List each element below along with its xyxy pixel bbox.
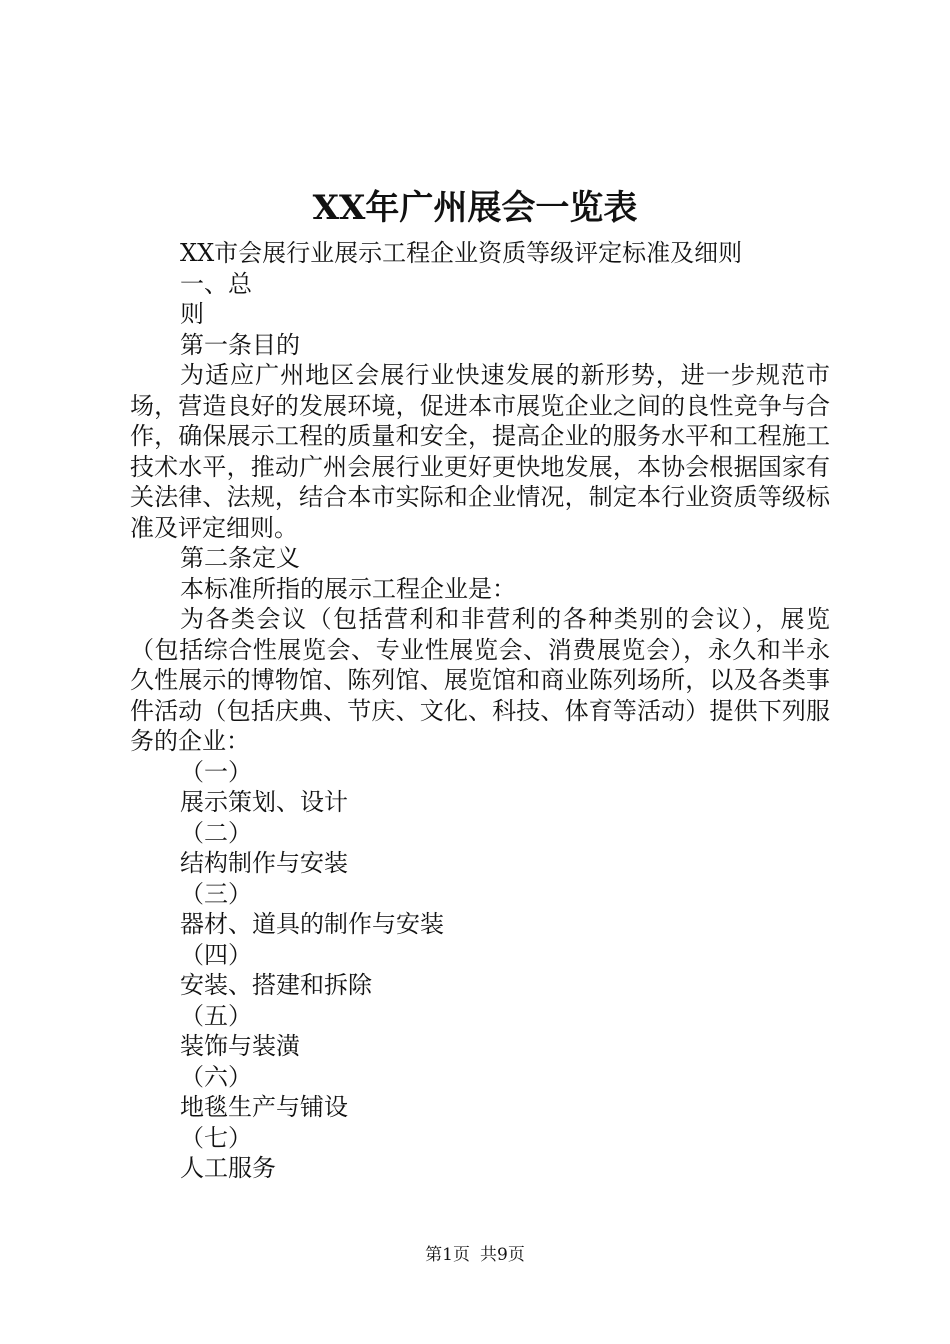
document-body (130, 238, 830, 1184)
list-item-7: 人工服务 (180, 1154, 276, 1182)
page-footer (0, 1243, 950, 1267)
list-marker-3: （三） (180, 879, 252, 908)
paragraph-section-heading-part1: 一、总 (180, 269, 252, 298)
list-item-5: 装饰与装潢 (180, 1032, 300, 1060)
document-title: XX年广州展会一览表 (312, 188, 638, 228)
list-marker-2: （二） (180, 818, 252, 847)
paragraph-definition-body: 为各类会议（包括营利和非营利的各种类别的会议），展览（包括综合性展览会、专业性展览会、消费展览会），永久和半永久性展示的博物馆、陈列馆、展览馆和商业陈列场所，以及各类事件活动（包括庆典、节庆、文化、科技、体育等活动）提供下列服务的企业： (130, 605, 830, 755)
list-marker-6: （六） (180, 1062, 252, 1091)
list-marker-1: （一） (180, 757, 252, 786)
list-item-3: 器材、道具的制作与安装 (180, 910, 444, 938)
paragraph-subtitle: XX市会展行业展示工程企业资质等级评定标准及细则 (180, 239, 743, 267)
paragraph-section-heading-part2: 则 (180, 300, 204, 328)
list-item-4: 安装、搭建和拆除 (180, 971, 372, 999)
list-marker-7: （七） (180, 1123, 252, 1152)
paragraph-article-1-heading: 第一条目的 (180, 330, 300, 359)
list-marker-5: （五） (180, 1001, 252, 1030)
list-item-2: 结构制作与安装 (180, 849, 348, 877)
list-marker-4: （四） (180, 940, 252, 969)
paragraph-article-1-body: 为适应广州地区会展行业快速发展的新形势，进一步规范市场，营造良好的发展环境，促进本市展览企业之间的良性竞争与合作，确保展示工程的质量和安全，提高企业的服务水平和工程施工技术水平，推动广州会展行业更好更快地发展，本协会根据国家有关法律、法规，结合本市实际和企业情况，制定本行业资质等级标准及评定细则。 (130, 361, 830, 542)
paragraph-definition-intro: 本标准所指的展示工程企业是： (180, 574, 516, 603)
list-item-1: 展示策划、设计 (180, 788, 348, 816)
list-item-6: 地毯生产与铺设 (180, 1093, 348, 1121)
paragraph-article-2-heading: 第二条定义 (180, 544, 300, 572)
page-number: 第1页 (425, 1245, 470, 1265)
page-total: 共9页 (480, 1245, 525, 1265)
